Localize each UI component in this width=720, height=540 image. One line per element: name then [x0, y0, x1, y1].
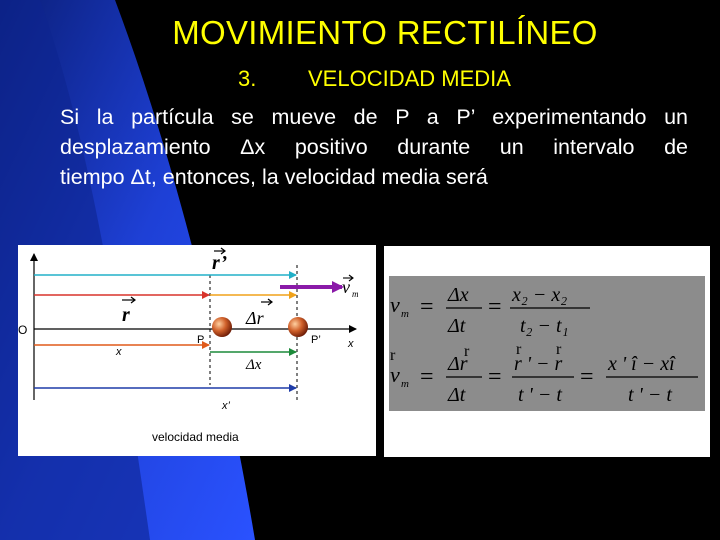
svg-text:=: =: [580, 364, 594, 390]
axis-x-label: x: [348, 338, 354, 350]
svg-text:v: v: [342, 277, 350, 297]
delta-x-label: Δx: [246, 357, 262, 373]
delta-r-label: [245, 299, 272, 328]
svg-text:r: r: [390, 347, 396, 364]
svg-text:r: r: [556, 341, 562, 358]
P-label: P: [197, 334, 205, 346]
x-prime-label: x’: [222, 400, 230, 412]
svg-text:r: r: [516, 341, 522, 358]
svg-text:v: v: [390, 362, 400, 387]
svg-text:Δt: Δt: [448, 384, 466, 406]
particle-P: [212, 317, 232, 337]
vm-label: [342, 275, 359, 299]
r-label: [122, 297, 135, 326]
svg-text:=: =: [488, 364, 502, 390]
svg-text:=: =: [488, 294, 502, 320]
particle-P-prime: [288, 317, 308, 337]
section-title: VELOCIDAD MEDIA: [308, 66, 511, 91]
equations-svg: [384, 246, 710, 457]
diagram-caption: velocidad media: [152, 430, 239, 444]
svg-text:m: m: [401, 378, 409, 390]
P-prime-label: P’: [311, 334, 321, 346]
slide-title: MOVIMIENTO RECTILÍNEO: [172, 14, 598, 51]
section-number: 3.: [238, 66, 257, 91]
svg-text:m: m: [352, 289, 359, 299]
origin-label: O: [18, 323, 28, 337]
svg-text:Δr: Δr: [246, 308, 264, 328]
svg-text:r ' − r: r ' − r: [514, 353, 563, 375]
r-prime-label: [212, 248, 227, 274]
paragraph-line-1: Si la partícula se mueve de P a P’ experimentando un: [60, 105, 688, 129]
equation-1: [390, 284, 590, 337]
equations-panel: [384, 246, 710, 457]
svg-text:Δx: Δx: [448, 284, 469, 306]
svg-text:Δr: Δr: [448, 353, 468, 375]
equation-2: [390, 341, 698, 406]
svg-text:r’: r’: [212, 252, 228, 274]
paragraph-line-3: tiempo Δt, entonces, la velocidad media será: [60, 165, 488, 189]
svg-text:t₂ − t₁: t₂ − t₁: [520, 315, 569, 337]
svg-text:t ' − t: t ' − t: [628, 384, 672, 406]
svg-text:x₂ − x₂: x₂ − x₂: [512, 284, 568, 306]
motion-diagram: [18, 245, 376, 456]
svg-text:=: =: [420, 294, 434, 320]
svg-text:Δt: Δt: [448, 315, 466, 337]
svg-text:m: m: [401, 308, 409, 320]
svg-text:x ' î − xî: x ' î − xî: [608, 353, 675, 375]
paragraph-line-2: desplazamiento Δx positivo durante un intervalo de: [60, 135, 688, 159]
motion-diagram-svg: [18, 245, 376, 456]
svg-text:r: r: [464, 343, 470, 360]
svg-text:v: v: [390, 292, 400, 317]
svg-text:t ' − t: t ' − t: [518, 384, 562, 406]
x-label: x: [116, 346, 122, 358]
svg-text:r: r: [122, 304, 130, 326]
svg-text:=: =: [420, 364, 434, 390]
